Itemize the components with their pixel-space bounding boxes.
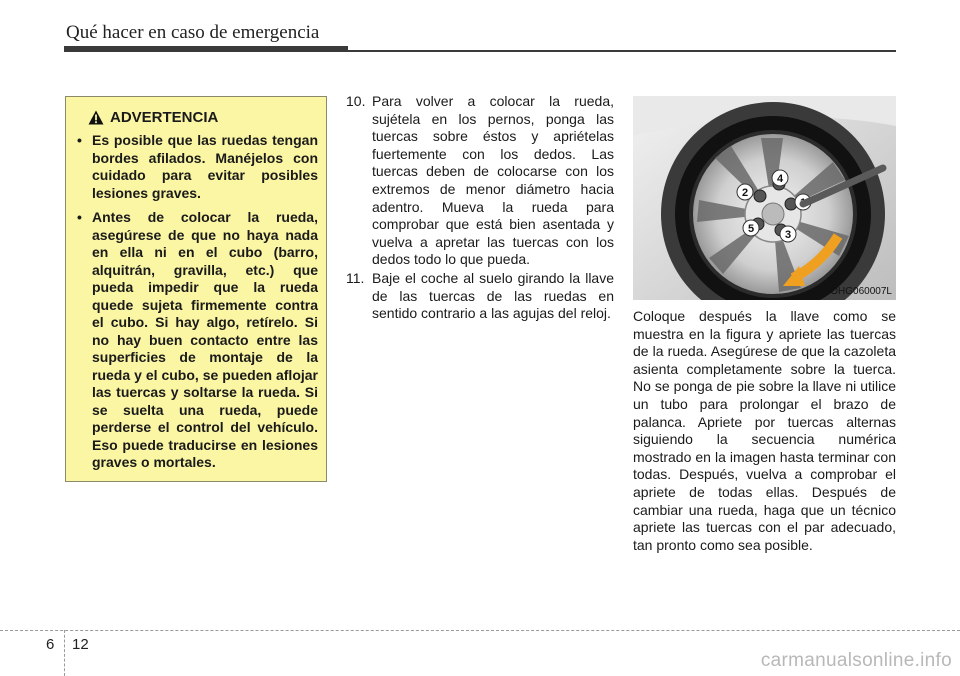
lug-label: 4 bbox=[776, 173, 784, 185]
warning-item-text: Antes de colocar la rueda, asegúrese de que no haya nada en ella ni en el cubo (barro, alquitrán, gravilla, etc.) que pueda impedir que la rueda quede sujeta firmemente contra el cubo. Si hay algo, retírelo. Si no hay buen contacto entre las superficies de montaje de la rueda y el cubo, se pueden aflojar las tuercas y soltarse la rueda. Si se suelta una rueda, puede perderse el control del vehículo. Eso puede traducirse en lesiones graves o mortales. bbox=[92, 209, 318, 470]
warning-triangle-icon bbox=[88, 110, 104, 125]
warning-box bbox=[65, 96, 327, 482]
right-column-text: Coloque después la llave como se muestra en la figura y apriete las tuercas de la rueda. Asegúrese de que la cazoleta asienta completamente sobre la tuerca. No se ponga de pie sobre la llave ni utilice un tubo para prolongar el brazo de palanca. Apriete por tuercas alternas siguiendo la secuencia numérica mostrado en la imagen hasta terminar con todas. Después, vuelva a comprobar el apriete de todas ellas. Después de cambiar una rueda, haga que un técnico apriete las tuercas con el par adecuado, tan pronto como sea posible. bbox=[633, 308, 896, 553]
figure-code: OHG060007L bbox=[830, 286, 892, 297]
step-number: 11. bbox=[346, 269, 365, 286]
warning-list bbox=[74, 132, 318, 472]
step-item bbox=[346, 93, 614, 269]
step-text: Para volver a colocar la rueda, sujétela en los pernos, ponga las tuercas sobre éstos y apriételas fuertemente con los dedos. Las tuercas deben de colocarse con los extremos de menor diámetro hacia adentro. Mueva la rueda para comprobar que está bien asentada y vuelva a apretar las tuercas con los dedos todo lo que pueda. bbox=[372, 93, 614, 268]
wheel-figure bbox=[633, 96, 896, 300]
lug-label: 5 bbox=[747, 223, 755, 235]
wheel-illustration bbox=[633, 96, 896, 300]
warning-item bbox=[74, 209, 318, 472]
step-item bbox=[346, 269, 614, 323]
lug-label: 2 bbox=[741, 187, 749, 199]
step-text: Baje el coche al suelo girando la llave de las tuercas de las ruedas en sentido contrario a las agujas del reloj. bbox=[372, 269, 614, 322]
step-number: 10. bbox=[346, 93, 366, 109]
section-number: 6 bbox=[46, 636, 55, 653]
warning-heading bbox=[88, 109, 318, 126]
bullet: • bbox=[77, 132, 82, 148]
footer-rule bbox=[0, 630, 960, 632]
watermark: carmanualsonline.info bbox=[760, 650, 952, 671]
page-header-title: Qué hacer en caso de emergencia bbox=[66, 22, 320, 43]
warning-item-text: Es posible que las ruedas tengan bordes afilados. Manéjelos con cuidado para evitar posibles lesiones graves. bbox=[92, 132, 318, 201]
footer-divider bbox=[64, 630, 66, 676]
warning-title: ADVERTENCIA bbox=[110, 109, 219, 126]
bullet: • bbox=[77, 209, 82, 225]
header-rule-accent bbox=[64, 46, 348, 52]
lug-label: 3 bbox=[784, 229, 792, 241]
warning-item bbox=[74, 132, 318, 202]
steps-list bbox=[346, 93, 614, 324]
page-number: 12 bbox=[72, 636, 89, 653]
